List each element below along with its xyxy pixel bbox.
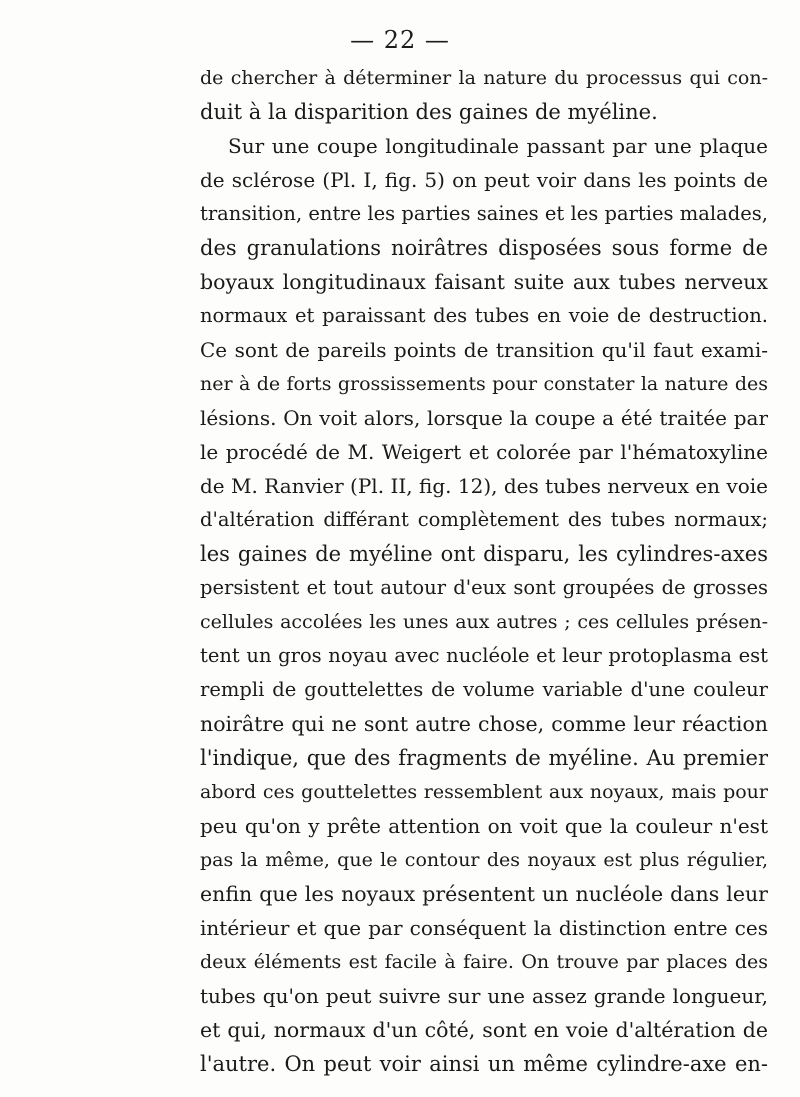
- text-line: les gaines de myéline ont disparu, les cylindres-axes: [200, 542, 768, 566]
- page-number: — 22 —: [350, 26, 450, 54]
- text-line: de sclérose (Pl. I, fig. 5) on peut voir dans les points de: [200, 168, 768, 192]
- text-line: rempli de gouttelettes de volume variable d'une couleur: [200, 678, 768, 701]
- text-line: tent un gros noyau avec nucléole et leur protoplasma est: [200, 644, 768, 667]
- text-line: intérieur et que par conséquent la distinction entre ces: [200, 916, 768, 940]
- text-line: l'autre. On peut voir ainsi un même cylindre-axe en-: [200, 1052, 768, 1076]
- text-line: de M. Ranvier (Pl. II, fig. 12), des tubes nerveux en voie: [200, 474, 768, 498]
- text-line: Sur une coupe longitudinale passant par une plaque: [228, 134, 768, 158]
- text-line: deux éléments est facile à faire. On trouve par places des: [200, 951, 768, 973]
- text-line: boyaux longitudinaux faisant suite aux tubes nerveux: [200, 270, 768, 294]
- text-line: duit à la disparition des gaines de myéline.: [200, 100, 658, 124]
- text-line: de chercher à déterminer la nature du processus qui con-: [200, 67, 768, 89]
- text-line: et qui, normaux d'un côté, sont en voie d'altération de: [200, 1018, 768, 1042]
- text-line: tubes qu'on peut suivre sur une assez grande longueur,: [200, 984, 768, 1008]
- text-line: Ce sont de pareils points de transition qu'il faut exami-: [200, 338, 768, 362]
- text-line: persistent et tout autour d'eux sont groupées de grosses: [200, 576, 768, 599]
- text-line: transition, entre les parties saines et les parties malades,: [200, 202, 768, 225]
- body-text: [200, 61, 768, 1081]
- text-line: d'altération différant complètement des tubes normaux;: [200, 508, 768, 531]
- text-line: le procédé de M. Weigert et colorée par l'hématoxyline: [200, 440, 768, 464]
- text-line: abord ces gouttelettes ressemblent aux noyaux, mais pour: [200, 781, 768, 803]
- text-line: ner à de forts grossissements pour constater la nature des: [200, 373, 768, 395]
- text-line: normaux et paraissant des tubes en voie de destruction.: [200, 304, 768, 327]
- text-line: lésions. On voit alors, lorsque la coupe a été traitée par: [200, 406, 768, 430]
- text-line: des granulations noirâtres disposées sous forme de: [200, 236, 768, 260]
- text-line: peu qu'on y prête attention on voit que la couleur n'est: [200, 814, 768, 838]
- text-line: cellules accolées les unes aux autres ; ces cellules présen-: [200, 611, 768, 633]
- text-line: noirâtre qui ne sont autre chose, comme leur réaction: [200, 712, 768, 736]
- text-line: enfin que les noyaux présentent un nucléole dans leur: [200, 882, 768, 906]
- text-line: l'indique, que des fragments de myéline. Au premier: [200, 746, 768, 770]
- text-line: pas la même, que le contour des noyaux est plus régulier,: [200, 849, 768, 871]
